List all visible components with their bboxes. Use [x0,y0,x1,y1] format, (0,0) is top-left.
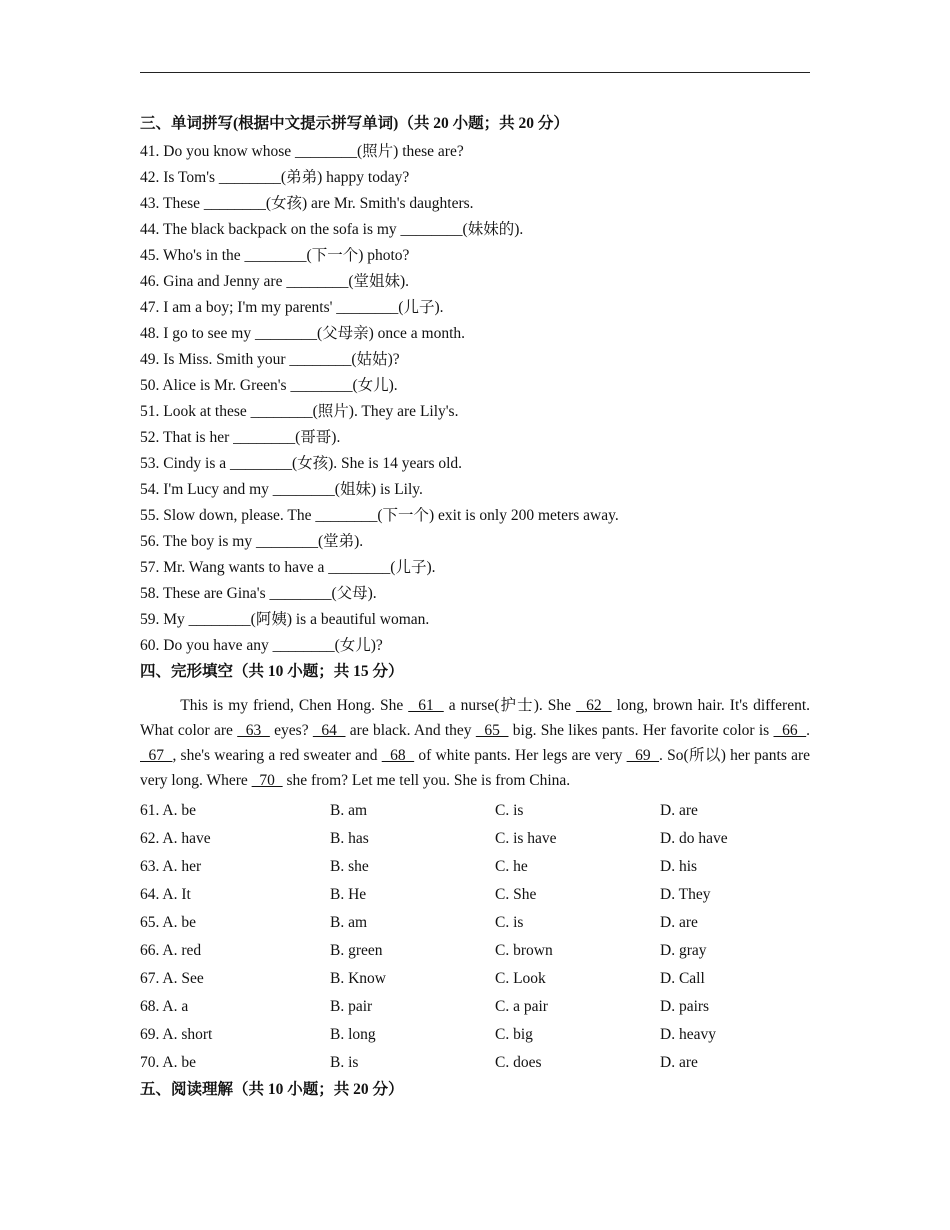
option-row-67 [140,965,810,993]
question-57: 57. Mr. Wang wants to have a ________(儿子). [140,559,436,576]
option-d: D. They [660,886,711,903]
question-43: 43. These ________(女孩) are Mr. Smith's daughters. [140,195,474,212]
option-a: 70. A. be [140,1054,196,1071]
blank-70: 70 [251,772,283,789]
option-a: 61. A. be [140,802,196,819]
passage-text: , she's wearing a red sweater and [172,747,382,764]
blank-66: 66 [773,722,807,739]
option-b: B. long [330,1026,376,1043]
blank-67: 67 [140,747,173,764]
option-d: D. are [660,1054,698,1071]
passage-text: big. She likes pants. Her favorite color is [508,722,774,739]
passage-text: eyes? [269,722,313,739]
blank-69: 69 [626,747,660,764]
question-52: 52. That is her ________(哥哥). [140,429,341,446]
blank-61: 61 [408,697,444,714]
section-5-heading: 五、阅读理解（共 10 小题；共 20 分） [140,1081,404,1098]
question-45: 45. Who's in the ________(下一个) photo? [140,247,410,264]
passage-text: . [806,722,811,739]
question-41: 41. Do you know whose ________(照片) these are? [140,143,464,160]
question-55: 55. Slow down, please. The ________(下一个) exit is only 200 meters away. [140,507,619,524]
option-d: D. gray [660,942,707,959]
option-a: 65. A. be [140,914,196,931]
question-49: 49. Is Miss. Smith your ________(姑姑)? [140,351,400,368]
option-b: B. Know [330,970,386,987]
blank-63: 63 [237,722,270,739]
question-46: 46. Gina and Jenny are ________(堂姐妹). [140,273,410,290]
section-3-heading: 三、单词拼写(根据中文提示拼写单词)（共 20 小题；共 20 分） [140,115,569,132]
option-a: 66. A. red [140,942,202,959]
option-c: C. She [495,886,537,903]
question-42: 42. Is Tom's ________(弟弟) happy today? [140,169,410,186]
question-48: 48. I go to see my ________(父母亲) once a month. [140,325,466,342]
option-a: 68. A. a [140,998,189,1015]
passage-text: of white pants. Her legs are very [414,747,627,764]
option-d: D. are [660,914,698,931]
option-row-61 [140,797,810,825]
blank-65: 65 [475,722,509,739]
question-50: 50. Alice is Mr. Green's ________(女儿). [140,377,398,394]
option-b: B. is [330,1054,359,1071]
option-row-68 [140,993,810,1021]
question-47: 47. I am a boy; I'm my parents' ________(儿子). [140,299,444,316]
option-a: 63. A. her [140,858,202,875]
option-row-65 [140,909,810,937]
question-59: 59. My ________(阿姨) is a beautiful woman. [140,611,430,628]
option-row-69 [140,1021,810,1049]
option-d: D. do have [660,830,728,847]
passage-text: This is my friend, Chen Hong. She [180,697,409,714]
option-c: C. brown [495,942,553,959]
option-b: B. has [330,830,369,847]
option-d: D. heavy [660,1026,716,1043]
option-a: 62. A. have [140,830,211,847]
option-a: 64. A. It [140,886,191,903]
passage-text: a nurse(护士). She [443,697,577,714]
option-row-64 [140,881,810,909]
option-c: C. a pair [495,998,548,1015]
option-row-70 [140,1049,810,1077]
passage-text: she from? Let me tell you. She is from China. [282,772,571,789]
option-row-62 [140,825,810,853]
blank-62: 62 [576,697,612,714]
question-56: 56. The boy is my ________(堂弟). [140,533,364,550]
option-d: D. his [660,858,698,875]
option-c: C. he [495,858,528,875]
spelling-questions [140,139,810,659]
option-a: 67. A. See [140,970,204,987]
passage-text: long, brown hair. It's different. What color are [140,697,811,739]
cloze-options [140,797,810,1077]
option-c: C. is [495,914,524,931]
option-c: C. Look [495,970,546,987]
question-51: 51. Look at these ________(照片). They are Lily's. [140,403,459,420]
question-53: 53. Cindy is a ________(女孩). She is 14 years old. [140,455,463,472]
option-c: C. does [495,1054,542,1071]
passage-text: are black. And they [345,722,476,739]
option-b: B. green [330,942,383,959]
option-c: C. big [495,1026,533,1043]
question-60: 60. Do you have any ________(女儿)? [140,637,383,654]
option-d: D. Call [660,970,705,987]
option-a: 69. A. short [140,1026,213,1043]
question-58: 58. These are Gina's ________(父母). [140,585,377,602]
option-b: B. am [330,802,368,819]
exam-content [140,111,810,1105]
section-4-heading: 四、完形填空（共 10 小题；共 15 分） [140,663,404,680]
option-c: C. is have [495,830,557,847]
blank-68: 68 [381,747,415,764]
header-rule [140,72,810,73]
blank-64: 64 [312,722,346,739]
passage-text: . So(所以) her pants are very long. Where [140,747,811,789]
option-b: B. she [330,858,369,875]
option-b: B. am [330,914,368,931]
option-d: D. are [660,802,698,819]
option-b: B. He [330,886,367,903]
question-54: 54. I'm Lucy and my ________(姐妹) is Lily. [140,481,423,498]
option-c: C. is [495,802,524,819]
option-b: B. pair [330,998,373,1015]
option-row-63 [140,853,810,881]
option-d: D. pairs [660,998,710,1015]
cloze-passage [140,693,810,793]
question-44: 44. The black backpack on the sofa is my ________(妹妹的). [140,221,524,238]
option-row-66 [140,937,810,965]
